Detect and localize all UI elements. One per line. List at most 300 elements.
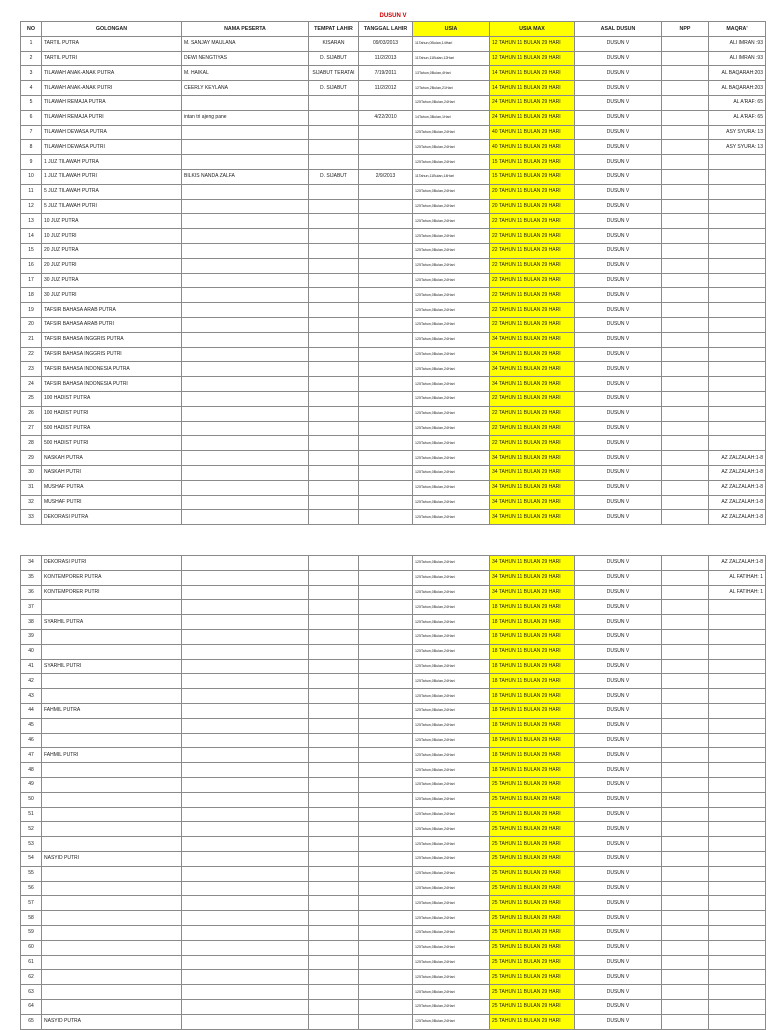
table-row (21, 347, 766, 362)
row-usia: 125Tahun,0Bulan,24Hari (413, 955, 490, 970)
row-golongan (42, 733, 182, 748)
row-maqra (709, 184, 766, 199)
row-usia: 125Tahun,0Bulan,24Hari (413, 807, 490, 822)
row-tempat-lahir (309, 436, 359, 451)
row-tempat-lahir (309, 155, 359, 170)
row-golongan: 500 HADIST PUTRI (42, 436, 182, 451)
row-tempat-lahir (309, 807, 359, 822)
row-usia: 125Tahun,0Bulan,24Hari (413, 822, 490, 837)
row-golongan: KONTEMPORER PUTRI (42, 585, 182, 600)
row-npp (662, 243, 709, 258)
row-golongan: TARTIL PUTRI (42, 51, 182, 66)
row-no: 63 (21, 985, 42, 1000)
row-npp (662, 600, 709, 615)
table-row (21, 81, 766, 96)
table-row (21, 911, 766, 926)
row-maqra: AL A'RAF: 65 (709, 95, 766, 110)
row-usia-max: 34 TAHUN 11 BULAN 29 HARI (490, 362, 575, 377)
row-no: 26 (21, 406, 42, 421)
row-maqra: AZ ZALZALAH:1-8 (709, 495, 766, 510)
row-tempat-lahir (309, 955, 359, 970)
row-npp (662, 585, 709, 600)
row-tempat-lahir (309, 999, 359, 1014)
row-tanggal-lahir (359, 570, 413, 585)
row-usia: 125Tahun,0Bulan,24Hari (413, 851, 490, 866)
row-asal-dusun: DUSUN V (575, 837, 662, 852)
row-usia: 125Tahun,0Bulan,24Hari (413, 391, 490, 406)
row-no: 37 (21, 600, 42, 615)
table-row (21, 689, 766, 704)
row-asal-dusun: DUSUN V (575, 406, 662, 421)
row-npp (662, 985, 709, 1000)
row-maqra: ASY SYURA: 13 (709, 125, 766, 140)
row-nama-peserta (182, 495, 309, 510)
row-no: 8 (21, 140, 42, 155)
row-maqra (709, 155, 766, 170)
row-maqra (709, 837, 766, 852)
row-usia-max: 25 TAHUN 11 BULAN 29 HARI (490, 970, 575, 985)
row-nama-peserta (182, 229, 309, 244)
row-nama-peserta (182, 288, 309, 303)
row-asal-dusun: DUSUN V (575, 110, 662, 125)
row-npp (662, 777, 709, 792)
row-golongan: 5 JUZ TILAWAH PUTRI (42, 199, 182, 214)
row-usia: 125Tahun,0Bulan,24Hari (413, 317, 490, 332)
row-golongan (42, 718, 182, 733)
row-tempat-lahir: SIJABUT TERATAI (309, 66, 359, 81)
row-usia-max: 34 TAHUN 11 BULAN 29 HARI (490, 585, 575, 600)
row-tempat-lahir (309, 1014, 359, 1029)
row-npp (662, 362, 709, 377)
row-usia-max: 40 TAHUN 11 BULAN 29 HARI (490, 125, 575, 140)
row-nama-peserta (182, 866, 309, 881)
row-golongan: 10 JUZ PUTRI (42, 229, 182, 244)
row-golongan: TILAWAH ANAK-ANAK PUTRI (42, 81, 182, 96)
row-npp (662, 465, 709, 480)
row-golongan: 1 JUZ TILAWAH PUTRA (42, 155, 182, 170)
row-maqra (709, 733, 766, 748)
row-usia: 125Tahun,0Bulan,24Hari (413, 570, 490, 585)
row-nama-peserta (182, 748, 309, 763)
row-npp (662, 273, 709, 288)
row-golongan (42, 600, 182, 615)
row-tempat-lahir (309, 184, 359, 199)
row-maqra (709, 911, 766, 926)
table-row (21, 659, 766, 674)
row-nama-peserta (182, 406, 309, 421)
row-usia-max: 22 TAHUN 11 BULAN 29 HARI (490, 229, 575, 244)
row-golongan (42, 999, 182, 1014)
row-maqra (709, 896, 766, 911)
header-golongan: GOLONGAN (42, 22, 182, 37)
row-npp (662, 480, 709, 495)
row-nama-peserta (182, 896, 309, 911)
row-usia: 11Tahun,11Bulan,14Hari (413, 169, 490, 184)
row-tempat-lahir (309, 243, 359, 258)
table-row (21, 777, 766, 792)
table-row (21, 95, 766, 110)
row-tanggal-lahir (359, 214, 413, 229)
row-usia-max: 34 TAHUN 11 BULAN 29 HARI (490, 495, 575, 510)
row-nama-peserta (182, 807, 309, 822)
row-tanggal-lahir: 7/19/2011 (359, 66, 413, 81)
row-nama-peserta (182, 125, 309, 140)
row-usia-max: 25 TAHUN 11 BULAN 29 HARI (490, 985, 575, 1000)
row-usia: 125Tahun,0Bulan,24Hari (413, 347, 490, 362)
row-tanggal-lahir (359, 199, 413, 214)
table-row (21, 317, 766, 332)
row-tempat-lahir (309, 495, 359, 510)
row-golongan (42, 792, 182, 807)
row-nama-peserta (182, 733, 309, 748)
table-row (21, 851, 766, 866)
table-row (21, 229, 766, 244)
row-maqra (709, 999, 766, 1014)
table-row (21, 615, 766, 630)
row-maqra (709, 955, 766, 970)
row-usia: 125Tahun,0Bulan,24Hari (413, 703, 490, 718)
table-row (21, 837, 766, 852)
row-npp (662, 332, 709, 347)
table-row (21, 644, 766, 659)
row-no: 65 (21, 1014, 42, 1029)
row-usia: 125Tahun,0Bulan,24Hari (413, 911, 490, 926)
row-asal-dusun: DUSUN V (575, 851, 662, 866)
table-row (21, 556, 766, 571)
row-npp (662, 391, 709, 406)
row-usia-max: 18 TAHUN 11 BULAN 29 HARI (490, 644, 575, 659)
row-maqra (709, 674, 766, 689)
row-tanggal-lahir (359, 273, 413, 288)
row-tanggal-lahir: 4/22/2010 (359, 110, 413, 125)
table-row (21, 807, 766, 822)
row-no: 1 (21, 36, 42, 51)
table-row (21, 125, 766, 140)
row-asal-dusun: DUSUN V (575, 303, 662, 318)
row-asal-dusun: DUSUN V (575, 866, 662, 881)
row-nama-peserta: BILKIS NANDA ZALFA (182, 169, 309, 184)
row-tanggal-lahir (359, 258, 413, 273)
row-tanggal-lahir: 2/9/2013 (359, 169, 413, 184)
row-usia-max: 20 TAHUN 11 BULAN 29 HARI (490, 184, 575, 199)
header-nama-peserta: NAMA PESERTA (182, 22, 309, 37)
row-no: 54 (21, 851, 42, 866)
row-golongan: TILAWAH DEWASA PUTRA (42, 125, 182, 140)
row-usia-max: 25 TAHUN 11 BULAN 29 HARI (490, 851, 575, 866)
row-tempat-lahir (309, 866, 359, 881)
table-row (21, 199, 766, 214)
row-tempat-lahir: D. SIJABUT (309, 81, 359, 96)
row-npp (662, 629, 709, 644)
table-row (21, 629, 766, 644)
table-row (21, 288, 766, 303)
row-usia: 125Tahun,0Bulan,24Hari (413, 184, 490, 199)
row-tempat-lahir (309, 110, 359, 125)
row-npp (662, 556, 709, 571)
row-golongan (42, 866, 182, 881)
row-no: 46 (21, 733, 42, 748)
participant-table-part1 (20, 21, 766, 525)
row-asal-dusun: DUSUN V (575, 377, 662, 392)
row-asal-dusun: DUSUN V (575, 674, 662, 689)
row-asal-dusun: DUSUN V (575, 258, 662, 273)
row-nama-peserta (182, 792, 309, 807)
row-asal-dusun: DUSUN V (575, 940, 662, 955)
row-nama-peserta (182, 718, 309, 733)
row-usia: 11Tahun,0Bulan,14Hari (413, 36, 490, 51)
row-no: 7 (21, 125, 42, 140)
row-golongan: NASKAH PUTRI (42, 465, 182, 480)
row-maqra (709, 436, 766, 451)
row-asal-dusun: DUSUN V (575, 792, 662, 807)
table-row (21, 362, 766, 377)
row-maqra: AZ ZALZALAH:1-8 (709, 556, 766, 571)
row-nama-peserta (182, 421, 309, 436)
row-no: 62 (21, 970, 42, 985)
row-usia-max: 22 TAHUN 11 BULAN 29 HARI (490, 317, 575, 332)
row-tanggal-lahir (359, 95, 413, 110)
row-asal-dusun: DUSUN V (575, 881, 662, 896)
row-usia-max: 22 TAHUN 11 BULAN 29 HARI (490, 436, 575, 451)
row-maqra: ALI IMRAN :93 (709, 51, 766, 66)
row-usia: 125Tahun,0Bulan,24Hari (413, 733, 490, 748)
row-tempat-lahir (309, 703, 359, 718)
row-golongan (42, 763, 182, 778)
row-nama-peserta (182, 332, 309, 347)
row-maqra (709, 199, 766, 214)
row-npp (662, 792, 709, 807)
row-nama-peserta (182, 1014, 309, 1029)
row-tanggal-lahir (359, 822, 413, 837)
row-no: 48 (21, 763, 42, 778)
row-nama-peserta (182, 570, 309, 585)
row-tanggal-lahir (359, 970, 413, 985)
table-row (21, 258, 766, 273)
row-no: 40 (21, 644, 42, 659)
row-no: 56 (21, 881, 42, 896)
row-no: 23 (21, 362, 42, 377)
row-no: 16 (21, 258, 42, 273)
row-tanggal-lahir (359, 925, 413, 940)
row-usia-max: 25 TAHUN 11 BULAN 29 HARI (490, 866, 575, 881)
row-asal-dusun: DUSUN V (575, 718, 662, 733)
row-nama-peserta (182, 317, 309, 332)
row-nama-peserta (182, 362, 309, 377)
row-usia-max: 22 TAHUN 11 BULAN 29 HARI (490, 288, 575, 303)
row-maqra (709, 303, 766, 318)
table-row (21, 822, 766, 837)
row-nama-peserta: intan tri ajeng pane (182, 110, 309, 125)
row-no: 57 (21, 896, 42, 911)
table-row (21, 674, 766, 689)
row-tanggal-lahir (359, 436, 413, 451)
row-usia-max: 25 TAHUN 11 BULAN 29 HARI (490, 822, 575, 837)
row-usia-max: 25 TAHUN 11 BULAN 29 HARI (490, 925, 575, 940)
row-usia-max: 20 TAHUN 11 BULAN 29 HARI (490, 199, 575, 214)
row-usia-max: 18 TAHUN 11 BULAN 29 HARI (490, 629, 575, 644)
row-tanggal-lahir: 11/2/2013 (359, 51, 413, 66)
row-usia: 125Tahun,0Bulan,24Hari (413, 940, 490, 955)
row-nama-peserta (182, 674, 309, 689)
row-usia: 125Tahun,0Bulan,24Hari (413, 362, 490, 377)
row-npp (662, 763, 709, 778)
row-golongan: TILAWAH REMAJA PUTRA (42, 95, 182, 110)
row-golongan: MUSHAF PUTRA (42, 480, 182, 495)
row-asal-dusun: DUSUN V (575, 733, 662, 748)
row-npp (662, 199, 709, 214)
table-row (21, 792, 766, 807)
row-maqra (709, 377, 766, 392)
row-maqra (709, 689, 766, 704)
table-row (21, 273, 766, 288)
row-usia-max: 34 TAHUN 11 BULAN 29 HARI (490, 451, 575, 466)
row-usia-max: 25 TAHUN 11 BULAN 29 HARI (490, 792, 575, 807)
row-asal-dusun: DUSUN V (575, 970, 662, 985)
row-asal-dusun: DUSUN V (575, 807, 662, 822)
row-tempat-lahir: KISARAN (309, 36, 359, 51)
row-usia: 125Tahun,0Bulan,24Hari (413, 406, 490, 421)
row-tanggal-lahir (359, 851, 413, 866)
row-npp (662, 377, 709, 392)
row-npp (662, 748, 709, 763)
row-tanggal-lahir (359, 377, 413, 392)
row-maqra (709, 822, 766, 837)
row-npp (662, 940, 709, 955)
row-npp (662, 1014, 709, 1029)
table-row (21, 214, 766, 229)
row-asal-dusun: DUSUN V (575, 391, 662, 406)
row-maqra (709, 748, 766, 763)
row-usia-max: 15 TAHUN 11 BULAN 29 HARI (490, 169, 575, 184)
row-npp (662, 807, 709, 822)
row-usia: 11Tahun,11Bulan,12Hari (413, 51, 490, 66)
row-tempat-lahir (309, 214, 359, 229)
row-npp (662, 925, 709, 940)
row-usia: 125Tahun,0Bulan,24Hari (413, 925, 490, 940)
row-maqra (709, 273, 766, 288)
row-maqra (709, 615, 766, 630)
row-no: 2 (21, 51, 42, 66)
row-usia-max: 18 TAHUN 11 BULAN 29 HARI (490, 615, 575, 630)
row-usia-max: 22 TAHUN 11 BULAN 29 HARI (490, 303, 575, 318)
row-usia-max: 24 TAHUN 11 BULAN 29 HARI (490, 110, 575, 125)
row-tanggal-lahir (359, 243, 413, 258)
row-usia-max: 25 TAHUN 11 BULAN 29 HARI (490, 881, 575, 896)
row-npp (662, 851, 709, 866)
row-tempat-lahir (309, 985, 359, 1000)
row-tempat-lahir (309, 510, 359, 525)
row-no: 29 (21, 451, 42, 466)
row-npp (662, 110, 709, 125)
header-usia: USIA (413, 22, 490, 37)
row-usia: 125Tahun,0Bulan,24Hari (413, 436, 490, 451)
row-npp (662, 125, 709, 140)
table-row (21, 733, 766, 748)
table-row (21, 866, 766, 881)
row-tanggal-lahir (359, 465, 413, 480)
row-tanggal-lahir (359, 421, 413, 436)
row-tanggal-lahir (359, 911, 413, 926)
row-tempat-lahir (309, 288, 359, 303)
row-usia: 125Tahun,0Bulan,24Hari (413, 214, 490, 229)
row-maqra (709, 1014, 766, 1029)
row-usia-max: 25 TAHUN 11 BULAN 29 HARI (490, 999, 575, 1014)
row-no: 47 (21, 748, 42, 763)
row-no: 32 (21, 495, 42, 510)
row-no: 61 (21, 955, 42, 970)
row-usia: 125Tahun,0Bulan,24Hari (413, 303, 490, 318)
row-usia: 125Tahun,0Bulan,24Hari (413, 748, 490, 763)
row-usia-max: 22 TAHUN 11 BULAN 29 HARI (490, 406, 575, 421)
row-tempat-lahir (309, 940, 359, 955)
row-nama-peserta (182, 615, 309, 630)
row-maqra (709, 940, 766, 955)
row-no: 12 (21, 199, 42, 214)
row-tempat-lahir (309, 911, 359, 926)
row-tanggal-lahir: 11/2/2012 (359, 81, 413, 96)
row-asal-dusun: DUSUN V (575, 689, 662, 704)
row-tempat-lahir (309, 362, 359, 377)
row-usia: 125Tahun,0Bulan,24Hari (413, 140, 490, 155)
row-tanggal-lahir (359, 837, 413, 852)
row-usia: 125Tahun,0Bulan,24Hari (413, 585, 490, 600)
row-tempat-lahir (309, 140, 359, 155)
row-maqra (709, 763, 766, 778)
row-tanggal-lahir (359, 763, 413, 778)
row-usia-max: 15 TAHUN 11 BULAN 29 HARI (490, 155, 575, 170)
row-asal-dusun: DUSUN V (575, 585, 662, 600)
header-tempat-lahir: TEMPAT LAHIR (309, 22, 359, 37)
row-golongan: SYARHIL PUTRI (42, 659, 182, 674)
row-tanggal-lahir (359, 940, 413, 955)
table-row (21, 985, 766, 1000)
row-tanggal-lahir (359, 155, 413, 170)
row-npp (662, 184, 709, 199)
row-tempat-lahir (309, 615, 359, 630)
row-tempat-lahir (309, 718, 359, 733)
row-no: 53 (21, 837, 42, 852)
row-no: 35 (21, 570, 42, 585)
row-golongan (42, 985, 182, 1000)
row-nama-peserta (182, 465, 309, 480)
row-no: 21 (21, 332, 42, 347)
row-asal-dusun: DUSUN V (575, 125, 662, 140)
row-nama-peserta (182, 585, 309, 600)
row-tempat-lahir (309, 674, 359, 689)
row-npp (662, 881, 709, 896)
row-maqra: AZ ZALZALAH:1-8 (709, 510, 766, 525)
row-golongan: FAHMIL PUTRA (42, 703, 182, 718)
row-asal-dusun: DUSUN V (575, 659, 662, 674)
row-usia: 125Tahun,0Bulan,24Hari (413, 95, 490, 110)
row-nama-peserta (182, 837, 309, 852)
row-tempat-lahir (309, 837, 359, 852)
table-row (21, 600, 766, 615)
row-npp (662, 703, 709, 718)
row-maqra (709, 777, 766, 792)
row-golongan: SYARHIL PUTRA (42, 615, 182, 630)
table-row (21, 940, 766, 955)
row-no: 22 (21, 347, 42, 362)
row-usia-max: 14 TAHUN 11 BULAN 29 HARI (490, 66, 575, 81)
row-nama-peserta (182, 140, 309, 155)
row-golongan: 100 HADIST PUTRA (42, 391, 182, 406)
row-tanggal-lahir (359, 391, 413, 406)
row-usia-max: 25 TAHUN 11 BULAN 29 HARI (490, 807, 575, 822)
table-row (21, 155, 766, 170)
row-asal-dusun: DUSUN V (575, 81, 662, 96)
row-usia: 125Tahun,0Bulan,24Hari (413, 510, 490, 525)
